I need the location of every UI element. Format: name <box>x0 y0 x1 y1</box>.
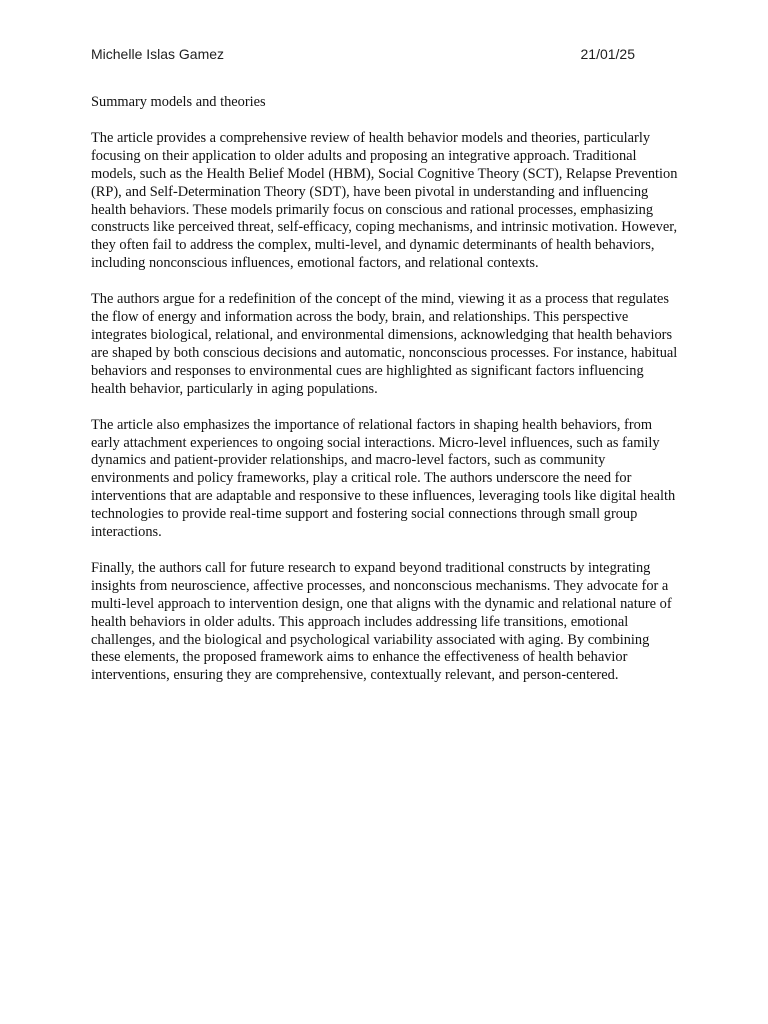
document-body <box>91 94 681 703</box>
author-name: Michelle Islas Gamez <box>91 46 225 62</box>
document-date: 21/01/25 <box>580 46 635 62</box>
paragraph-1: The article provides a comprehensive review of health behavior models and theories, particularly focusing on their application to older adults and proposing an integrative approach. Traditional models, such as the Health Belief Model (HBM), Social Cognitive Theory (SCT), Relapse Prevention (RP), and Self-Determination Theory (SDT), have been pivotal in understanding and influencing health behaviors. These models primarily focus on conscious and rational processes, emphasizing constructs like perceived threat, self-efficacy, coping mechanisms, and intrinsic motivation. However, they often fail to address the complex, multi-level, and dynamic determinants of health behaviors, including nonconscious influences, emotional factors, and relational contexts. <box>91 129 678 272</box>
document-header <box>91 46 635 66</box>
paragraph-4: Finally, the authors call for future research to expand beyond traditional constructs by integrating insights from neuroscience, affective processes, and nonconscious mechanisms. They advocate for a multi-level approach to intervention design, one that aligns with the dynamic and relational nature of health behaviors in older adults. This approach includes addressing life transitions, emotional challenges, and the biological and psychological variability associated with aging. By combining these elements, the proposed framework aims to enhance the effectiveness of health behavior interventions, ensuring they are comprehensive, contextually relevant, and person-centered. <box>91 559 672 684</box>
document-title: Summary models and theories <box>91 94 266 110</box>
paragraph-3: The article also emphasizes the importance of relational factors in shaping health behaviors, from early attachment experiences to ongoing social interactions. Micro-level influences, such as family dynamics and patient-provider relationships, and macro-level factors, such as community environments and policy frameworks, play a critical role. The authors underscore the need for interventions that are adaptable and responsive to these influences, leveraging tools like digital health technologies to provide real-time support and fostering social connections through small group interactions. <box>91 416 676 541</box>
paragraph-2: The authors argue for a redefinition of the concept of the mind, viewing it as a process that regulates the flow of energy and information across the body, brain, and relationships. This perspective integrates biological, relational, and environmental dimensions, acknowledging that health behaviors are shaped by both conscious decisions and automatic, nonconscious processes. For instance, habitual behaviors and responses to environmental cues are highlighted as significant factors influencing health behavior, particularly in aging populations. <box>91 291 678 397</box>
